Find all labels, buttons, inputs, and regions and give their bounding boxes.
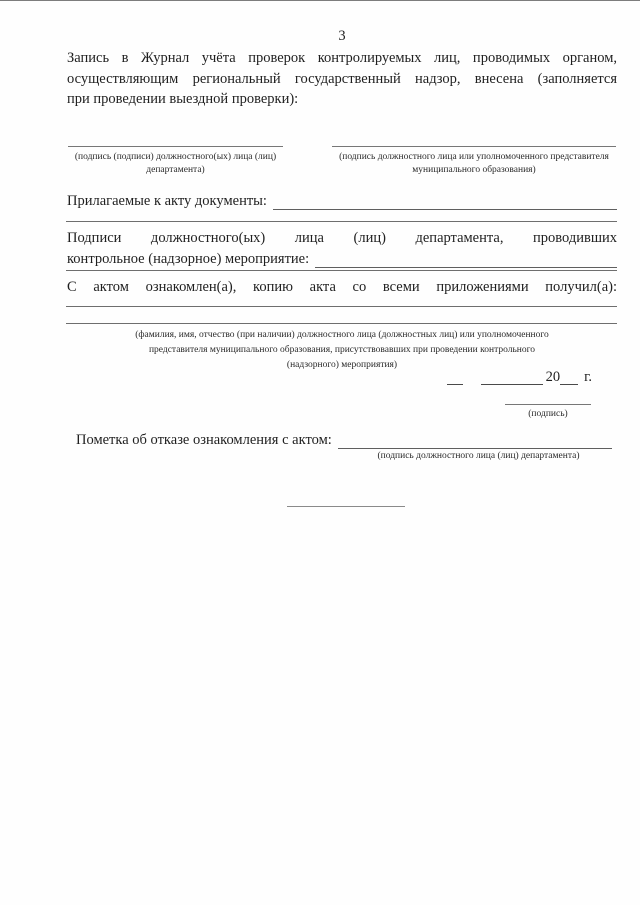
date-year-blank: [560, 369, 578, 385]
horizontal-rule: [66, 221, 617, 222]
refusal-note-label: Пометка об отказе ознакомления с актом:: [76, 432, 332, 448]
intro-paragraph: [67, 48, 617, 110]
date-line: [447, 369, 592, 385]
date-month-blank: [481, 369, 543, 385]
end-of-document-line: [287, 506, 405, 507]
attached-documents-label: Прилагаемые к акту документы:: [67, 193, 267, 209]
attached-documents-row: [67, 191, 617, 212]
acknowledgement-text: С актом ознакомлен(а), копию акта со всеми приложениями получил(а):: [67, 279, 617, 295]
acknowledgement-caption: [67, 328, 617, 372]
acknowledgement-blank-line: [66, 323, 617, 324]
signature-blank: [505, 404, 591, 421]
acknowledgement-caption-line: (надзорного) мероприятия): [286, 359, 398, 370]
page-number: 3: [338, 28, 346, 44]
municipal-representative-signature-blank: [332, 146, 616, 176]
department-signature-caption: (подпись (подписи) должностного(ых) лица (лиц) департамента): [74, 152, 277, 175]
signature-caption: (подпись): [528, 409, 568, 419]
date-day-blank: [447, 369, 463, 385]
date-century-prefix: 20: [545, 369, 561, 385]
municipal-representative-signature-caption: (подпись должностного лица или уполномоченного представителя муниципального образования): [339, 152, 609, 175]
acknowledgement-caption-line: представителя муниципального образования, присутствовавших при проведении контрольного: [148, 344, 536, 355]
refusal-note-caption: (подпись должностного лица (лиц) департамента): [377, 451, 580, 461]
acknowledgement-blank-line: [66, 306, 617, 307]
intro-line: при проведении выездной проверки):: [67, 91, 299, 108]
officials-signatures-label: контрольное (надзорное) мероприятие:: [67, 250, 310, 267]
intro-line: осуществляющим региональный государственный надзор, внесена (заполняется: [67, 70, 617, 87]
horizontal-rule: [66, 270, 617, 271]
acknowledgement-caption-line: (фамилия, имя, отчество (при наличии) должностного лица (должностных лиц) или уполномоченного: [135, 330, 549, 340]
intro-line: Запись в Журнал учёта проверок контролируемых лиц, проводимых органом,: [67, 50, 617, 66]
officials-signatures-blank-line: [315, 249, 617, 268]
page-top-edge-line: [0, 0, 640, 1]
refusal-note-row: [76, 430, 612, 451]
department-signature-blank: [68, 146, 283, 176]
officials-signatures-line: Подписи должностного(ых) лица (лиц) департамента, проводивших: [67, 230, 617, 246]
refusal-note-blank-line: [338, 430, 612, 449]
officials-signatures-paragraph: [67, 228, 617, 269]
attached-documents-blank-line: [273, 191, 617, 210]
date-year-suffix: г.: [584, 369, 592, 385]
